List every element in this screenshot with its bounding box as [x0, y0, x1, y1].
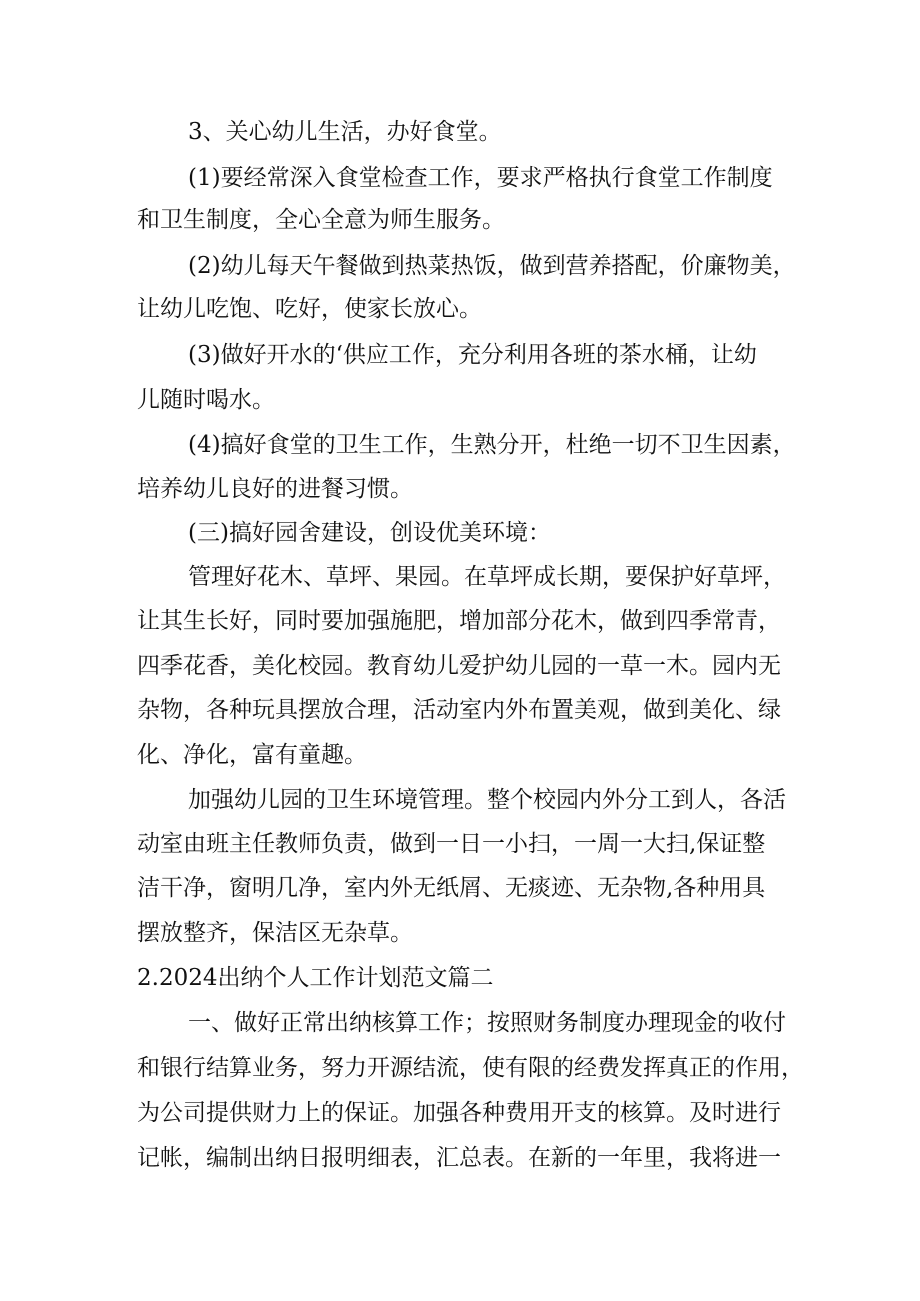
- paragraph-line: 培养幼儿良好的进餐习惯。: [137, 476, 413, 502]
- article-heading: 2.2024出纳个人工作计划范文篇二: [137, 965, 494, 991]
- paragraph-line: 和银行结算业务，努力开源结流，使有限的经费发挥真正的作用，: [137, 1055, 804, 1081]
- paragraph-line: 杂物，各种玩具摆放合理，活动室内外布置美观，做到美化、绿: [137, 697, 781, 723]
- section-heading: (三)搞好园舍建设，创设优美环境：: [188, 520, 551, 546]
- paragraph-line: (1)要经常深入食堂检查工作，要求严格执行食堂工作制度: [188, 165, 773, 191]
- paragraph-line: 一、做好正常出纳核算工作；按照财务制度办理现金的收付: [188, 1010, 786, 1036]
- paragraph-line: 洁干净，窗明几净，室内外无纸屑、无痰迹、无杂物,各种用具: [137, 875, 766, 901]
- paragraph-line: 让其生长好，同时要加强施肥，增加部分花木，做到四季常青，: [137, 608, 781, 634]
- paragraph-line: 动室由班主任教师负责，做到一日一小扫，一周一大扫,保证整: [137, 831, 766, 857]
- paragraph-line: 摆放整齐，保洁区无杂草。: [137, 920, 413, 946]
- paragraph-line: 让幼儿吃饱、吃好，使家长放心。: [137, 296, 482, 322]
- paragraph-line: 加强幼儿园的卫生环境管理。整个校园内外分工到人，各活: [188, 787, 786, 813]
- paragraph-line: (3)做好开水的‘供应工作，充分利用各班的茶水桶，让幼: [188, 342, 757, 368]
- paragraph-line: 四季花香，美化校园。教育幼儿爱护幼儿园的一草一木。园内无: [137, 653, 781, 679]
- paragraph-line: 为公司提供财力上的保证。加强各种费用开支的核算。及时进行: [137, 1100, 781, 1126]
- paragraph-line: 儿随时喝水。: [137, 387, 275, 413]
- paragraph-line: 化、净化，富有童趣。: [137, 742, 367, 768]
- paragraph-line: 记帐，编制出纳日报明细表，汇总表。在新的一年里，我将进一: [137, 1145, 781, 1171]
- paragraph-line: (4)搞好食堂的卫生工作，生熟分开，杜绝一切不卫生因素，: [188, 432, 796, 458]
- paragraph-line: (2)幼儿每天午餐做到热菜热饭，做到营养搭配，价廉物美，: [188, 253, 796, 279]
- paragraph-line: 管理好花木、草坪、果园。在草坪成长期，要保护好草坪，: [188, 564, 786, 590]
- paragraph-line: 和卫生制度，全心全意为师生服务。: [137, 207, 505, 233]
- paragraph-line: 3、关心幼儿生活，办好食堂。: [188, 119, 502, 145]
